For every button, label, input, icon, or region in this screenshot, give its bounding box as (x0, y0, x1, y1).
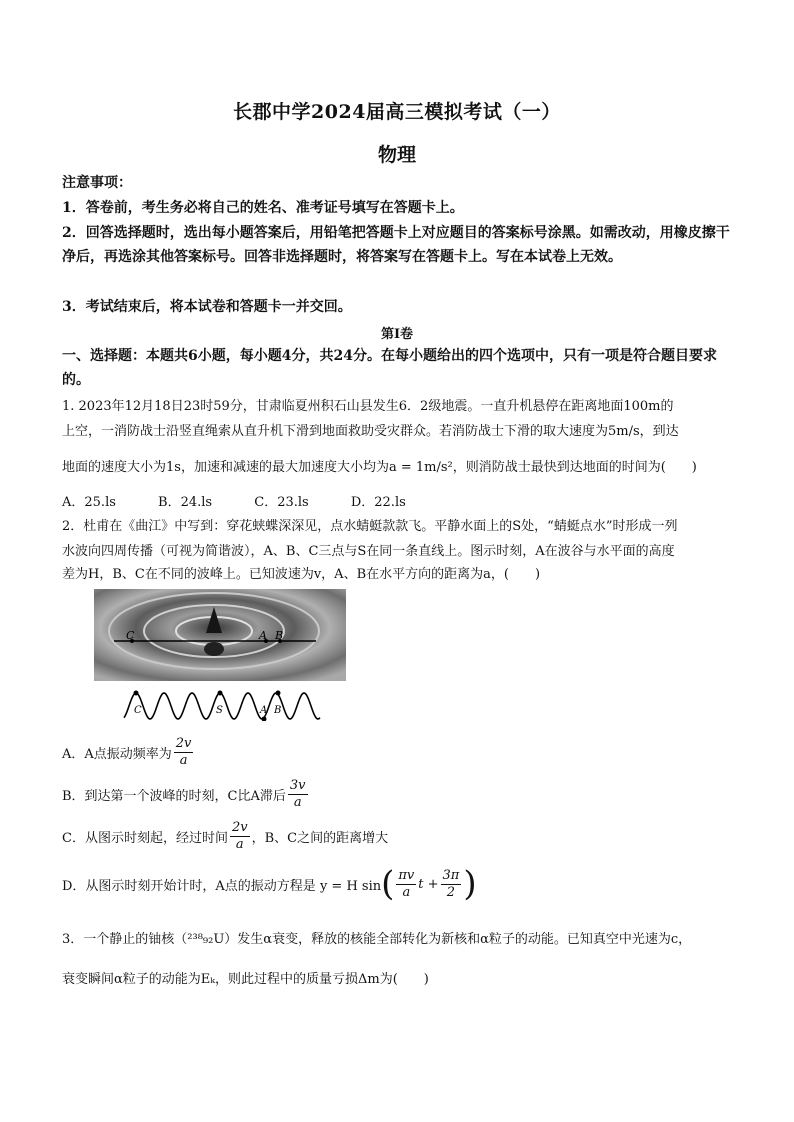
numerator: 2v (231, 819, 248, 835)
label-c-wave: C (134, 705, 142, 716)
wave-point-c (134, 691, 139, 696)
fraction (396, 868, 416, 901)
wave-point-a (262, 717, 267, 722)
subject-title: 物理 (377, 144, 416, 166)
notice-heading: 注意事项： (62, 175, 132, 191)
label-c-photo: C (126, 629, 135, 642)
denominator: a (179, 752, 188, 768)
ripple-figure (94, 589, 346, 721)
q3-line2: 衰变瞬间α粒子的动能为Eₖ，则此过程中的质量亏损Δm为( ) (62, 972, 429, 987)
q2-option-a (62, 732, 195, 772)
notice-item-1: 1．答卷前，考生务必将自己的姓名、准考证号填写在答题卡上。 (62, 200, 464, 216)
paren-right: ) (463, 864, 477, 904)
q2-option-c (62, 816, 388, 856)
fraction (441, 868, 462, 901)
numerator: πv (398, 867, 415, 883)
drop-reflection (204, 642, 224, 656)
label-b-photo: B (275, 629, 284, 642)
label-a-photo: A (259, 629, 267, 642)
label-a-wave: A (260, 705, 268, 716)
q1-line3: 地面的速度大小为1s，加速和减速的最大加速度大小均为a = 1m/s²，则消防战士最快到达地面的时间为( ) (62, 460, 697, 475)
wave-point-b (276, 691, 281, 696)
q1-line1: 1. 2023年12月18日23时59分，甘肃临夏州积石山县发生6．2级地震。一直升机悬停在距离地面100m的 (62, 399, 674, 414)
q1-option-d: D．22.ls (350, 495, 406, 510)
q2-option-b (62, 774, 310, 814)
label-s-wave: S (216, 705, 223, 716)
q2-option-a-text: A．A点振动频率为 (62, 746, 172, 762)
volume-heading: 第Ⅰ卷 (380, 327, 414, 342)
notice-item-3: 3．考试结束后，将本试卷和答题卡一并交回。 (62, 299, 352, 315)
q2-option-d-mid: t + (418, 876, 439, 892)
q3-line1: 3．一个静止的铀核（²³⁸₉₂U）发生α衰变，释放的核能全部转化为新核和α粒子的动能。已知真空中光速为c， (62, 932, 692, 947)
numerator: 3v (289, 777, 306, 793)
q1-option-c: C．23.ls (254, 495, 309, 510)
q2-line3: 差为H，B、C在不同的波峰上。已知波速为v，A、B在水平方向的距离为a，( ) (62, 567, 541, 582)
q1-options (62, 491, 444, 510)
q2-option-d-text: D．从图示时刻开始计时，A点的振动方程是 y = H sin (62, 878, 382, 894)
paren-left: ( (381, 864, 395, 904)
numerator: 3π (442, 867, 460, 883)
q2-option-d (62, 864, 477, 904)
q1-option-b: B．24.ls (158, 495, 213, 510)
q2-line1: 2．杜甫在《曲江》中写到：穿花蛱蝶深深见，点水蜻蜓款款飞。平静水面上的S处，“蜻蜓点水”时形成一列 (62, 519, 678, 534)
denominator: a (402, 884, 411, 900)
denominator: a (293, 794, 302, 810)
q2-option-c-text: C．从图示时刻起，经过时间 (62, 830, 228, 846)
q1-option-a: A．25.ls (62, 495, 116, 510)
q2-line2: 水波向四周传播（可视为简谐波），A、B、C三点与S在同一条直线上。图示时刻，A在波谷与水平面的高度 (62, 544, 675, 559)
q2-option-b-text: B．到达第一个波峰的时刻，C比A滞后 (62, 788, 286, 804)
q2-option-c-suffix: ，B、C之间的距离增大 (251, 830, 389, 846)
notice-item-2: 2．回答选择题时，选出每小题答案后，用铅笔把答题卡上对应题目的答案标号涂黑。如需改动，用橡皮擦干净后，再选涂其他答案标号。回答非选择题时，将答案写在答题卡上。写在本试卷上无效。 (62, 225, 730, 265)
denominator: 2 (446, 884, 456, 900)
wave-point-s (218, 691, 223, 696)
numerator: 2v (175, 735, 192, 751)
denominator: a (235, 836, 244, 852)
q1-line2: 上空，一消防战士沿竖直绳索从直升机下滑到地面救助受灾群众。若消防战士下滑的取大速度为5m/s，到达 (62, 424, 679, 439)
fraction (288, 778, 308, 811)
exam-title: 长郡中学2024届高三模拟考试（一） (233, 101, 561, 123)
label-b-wave: B (274, 705, 282, 716)
fraction (174, 736, 194, 769)
fraction (230, 820, 250, 853)
part1-heading: 一、选择题：本题共6小题，每小题4分，共24分。在每小题给出的四个选项中，只有一项是符合题目要求的。 (62, 348, 717, 388)
